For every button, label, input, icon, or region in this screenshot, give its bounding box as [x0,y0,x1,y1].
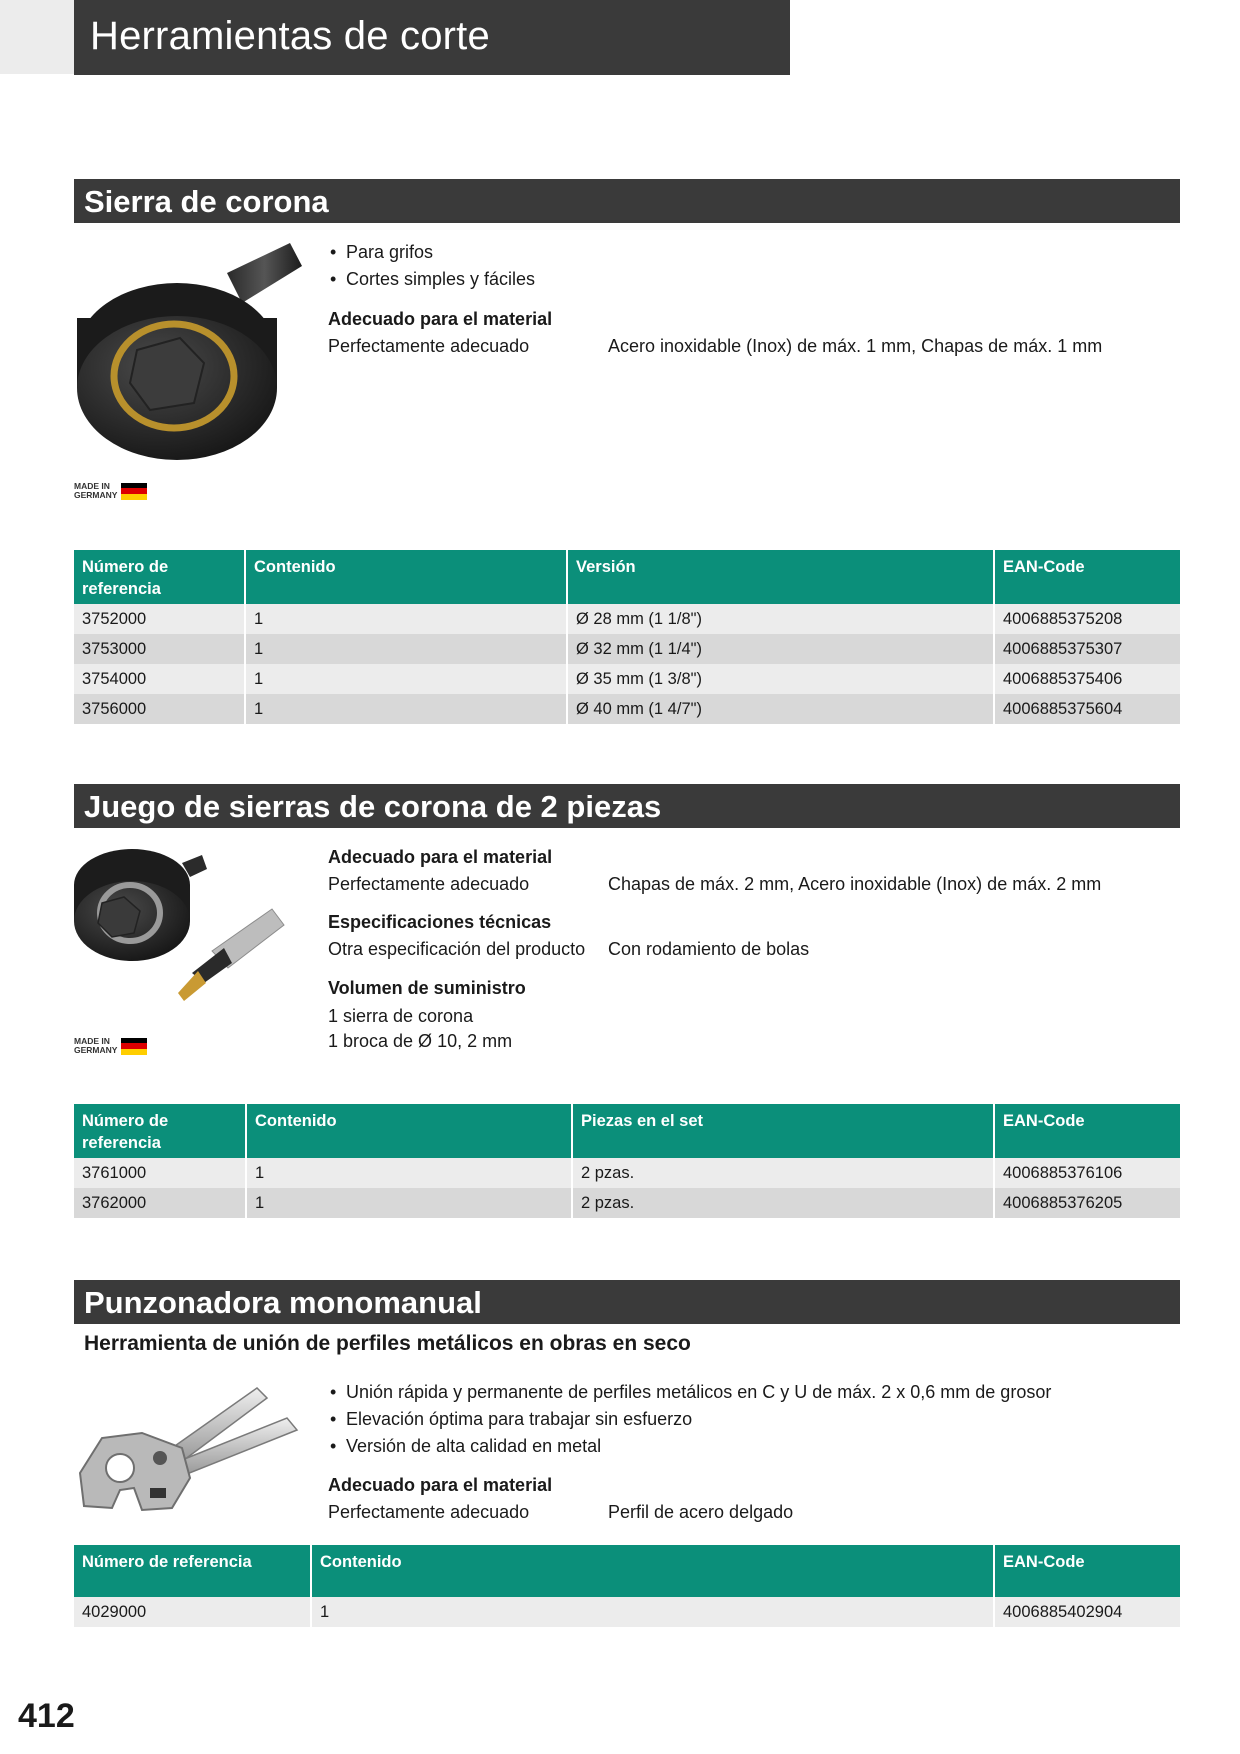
table-cell: 1 [311,1597,994,1627]
feature-list [328,1379,1051,1460]
table-cell: 1 [245,694,567,724]
col-header: Versión [567,550,994,604]
table-row [74,664,1180,694]
col-header: Número de referencia [74,1104,246,1158]
col-header: Contenido [245,550,567,604]
table-cell: 4006885375604 [994,694,1180,724]
col-header: EAN-Code [994,550,1180,604]
german-flag-icon [121,483,147,500]
german-flag-icon [121,1038,147,1055]
table-cell: 3752000 [74,604,245,634]
hole-saw-image [72,238,307,460]
table-cell: 1 [246,1188,572,1218]
table-cell: 1 [245,664,567,694]
table-cell: 4006885376205 [994,1188,1180,1218]
material-value: Perfil de acero delgado [608,1502,794,1522]
section-subtitle: Herramienta de unión de perfiles metálicos en obras en seco [84,1332,691,1355]
section-header [74,784,1180,828]
col-header: Contenido [246,1104,572,1158]
section-header [74,1280,1180,1324]
table-cell: 4029000 [74,1597,311,1627]
table-cell: 3753000 [74,634,245,664]
supply-heading: Volumen de suministro [328,978,526,998]
corner-block [0,0,74,74]
table-row [74,1158,1180,1188]
table-cell: Ø 35 mm (1 3/8") [567,664,994,694]
section-title: Juego de sierras de corona de 2 piezas [84,789,662,824]
col-header: Piezas en el set [572,1104,994,1158]
list-item: • Cortes simples y fáciles [330,269,536,289]
material-heading: Adecuado para el material [328,847,553,867]
table-row [74,1597,1180,1627]
table-cell: 2 pzas. [572,1158,994,1188]
supply-item: 1 broca de Ø 10, 2 mm [328,1031,513,1051]
material-value: Acero inoxidable (Inox) de máx. 1 mm, Chapas de máx. 1 mm [608,336,1103,356]
table-cell: 4006885402904 [994,1597,1180,1627]
page-number: 412 [18,1697,75,1735]
page-header [74,0,790,75]
page-title: Herramientas de corte [90,14,490,58]
material-heading: Adecuado para el material [328,309,553,329]
table-row [74,634,1180,664]
col-header: Número de referencia [74,550,245,604]
table-cell: 2 pzas. [572,1188,994,1218]
table-cell: 3762000 [74,1188,246,1218]
section-header [74,179,1180,223]
table-cell: 4006885375307 [994,634,1180,664]
feature-list [328,239,535,293]
list-item: • Versión de alta calidad en metal [330,1436,602,1456]
table-cell: 1 [246,1158,572,1188]
list-item: • Unión rápida y permanente de perfiles metálicos en C y U de máx. 2 x 0,6 mm de grosor [330,1382,1052,1402]
col-header: Contenido [311,1545,994,1597]
supply-item: 1 sierra de corona [328,1006,474,1026]
table-cell: 4006885376106 [994,1158,1180,1188]
list-item: • Para grifos [330,242,434,262]
col-header: EAN-Code [994,1104,1180,1158]
spec-table [74,550,1180,724]
spec-table [74,1104,1180,1218]
section-title: Punzonadora monomanual [84,1285,482,1320]
table-cell: 3754000 [74,664,245,694]
material-label: Perfectamente adecuado [328,1502,530,1522]
col-header: Número de referencia [74,1545,311,1597]
table-cell: 1 [245,634,567,664]
table-cell: 1 [245,604,567,634]
table-cell: 4006885375208 [994,604,1180,634]
table-cell: 3756000 [74,694,245,724]
material-label: Perfectamente adecuado [328,874,530,894]
list-item: • Elevación óptima para trabajar sin esfuerzo [330,1409,693,1429]
hole-saw-set-image [72,843,310,1013]
spec-label: Otra especificación del producto [328,939,586,959]
made-in-germany-badge: MADE IN GERMANY [74,1037,147,1055]
material-heading: Adecuado para el material [328,1475,553,1495]
spec-value: Con rodamiento de bolas [608,939,810,959]
section-title: Sierra de corona [84,184,329,219]
table-cell: Ø 32 mm (1 1/4") [567,634,994,664]
spec-table [74,1545,1180,1627]
table-cell: Ø 28 mm (1 1/8") [567,604,994,634]
material-value: Chapas de máx. 2 mm, Acero inoxidable (Inox) de máx. 2 mm [608,874,1102,894]
table-cell: 3761000 [74,1158,246,1188]
made-in-germany-badge: MADE IN GERMANY [74,482,147,500]
table-cell: 4006885375406 [994,664,1180,694]
table-row [74,604,1180,634]
table-row [74,694,1180,724]
stud-crimper-image [72,1378,307,1523]
spec-heading: Especificaciones técnicas [328,912,552,932]
table-row [74,1188,1180,1218]
col-header: EAN-Code [994,1545,1180,1597]
table-cell: Ø 40 mm (1 4/7") [567,694,994,724]
material-label: Perfectamente adecuado [328,336,530,356]
